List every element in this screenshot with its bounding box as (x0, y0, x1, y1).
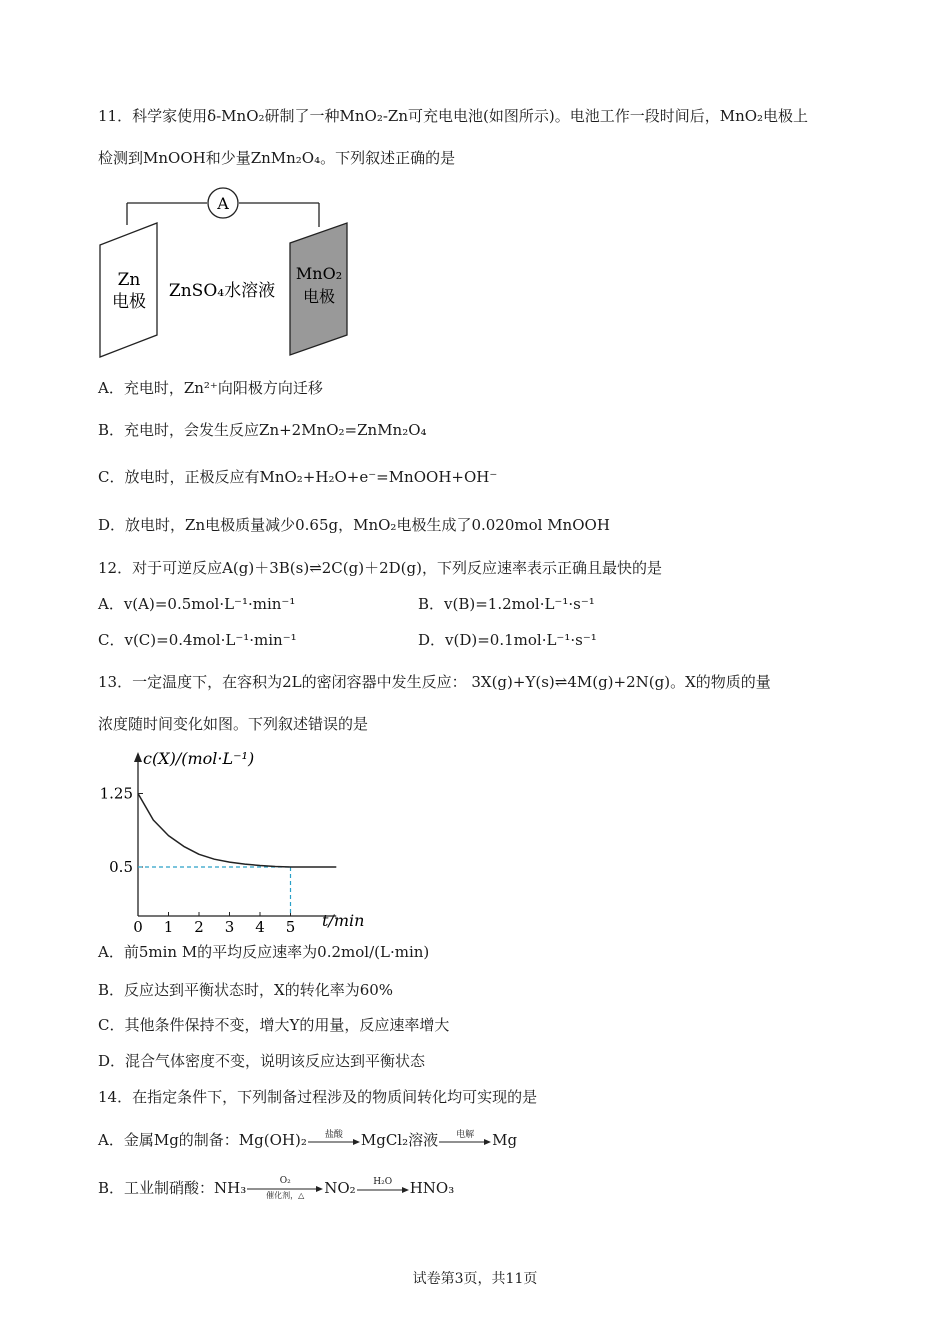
q11-option-d: D．放电时，Zn电极质量减少0.65g，MnO₂电极生成了0.020mol MnOOH (98, 516, 610, 534)
q11-option-c: C．放电时，正极反应有MnO₂+H₂O+e⁻=MnOOH+OH⁻ (98, 468, 498, 486)
electrolyte-label: ZnSO₄水溶液 (168, 281, 276, 301)
q14-stem: 14．在指定条件下，下列制备过程涉及的物质间转化均可实现的是 (98, 1088, 538, 1106)
q14a-arrow-2 (438, 1131, 492, 1151)
x-tick-label: 0 (133, 918, 143, 935)
q14a-arrow1-label: 盐酸 (324, 1130, 343, 1140)
q12-stem: 12．对于可逆反应A(g)＋3B(s)⇌2C(g)＋2D(g)，下列反应速率表示正确且最快的是 (98, 559, 662, 577)
q12-option-a: A．v(A)=0.5mol·L⁻¹·min⁻¹ (98, 595, 296, 613)
x-tick-label: 5 (285, 918, 296, 935)
mno2-electrode-label-2: 电极 (302, 287, 336, 306)
reaction-arrow-icon (356, 1186, 410, 1194)
q11-option-b: B．充电时，会发生反应Zn+2MnO₂=ZnMn₂O₄ (98, 421, 427, 439)
ammeter-label: A (217, 194, 229, 213)
zn-electrode-label-1: Zn (117, 270, 141, 290)
q12-option-c: C．v(C)=0.4mol·L⁻¹·min⁻¹ (98, 631, 297, 649)
q14b-prefix: B．工业制硝酸：NH₃ (98, 1179, 247, 1197)
q14-option-a (98, 1130, 517, 1151)
q14a-arrow2-label: 电解 (456, 1130, 475, 1140)
x-tick-label: 3 (224, 918, 235, 935)
q13-option-a: A．前5min M的平均反应速率为0.2mol/(L·min) (98, 943, 430, 961)
y-axis-arrow-icon (134, 752, 142, 762)
reaction-arrow-icon (438, 1138, 492, 1146)
mno2-electrode-label-1: MnO₂ (295, 264, 343, 283)
q14b-intermediate: NO₂ (324, 1179, 356, 1197)
q14a-prefix: A．金属Mg的制备：Mg(OH)₂ (98, 1131, 307, 1149)
q14b-arrow1-top-label: O₂ (279, 1176, 291, 1186)
y-axis-label: c(X)/(mol·L⁻¹) (143, 749, 255, 768)
concentration-curve (138, 794, 336, 868)
q14a-product: Mg (492, 1131, 518, 1149)
q12-option-b: B．v(B)=1.2mol·L⁻¹·s⁻¹ (418, 595, 595, 613)
q14b-product: HNO₃ (409, 1179, 455, 1197)
q14-option-b (98, 1178, 454, 1200)
q11-option-a: A．充电时，Zn²⁺向阳极方向迁移 (98, 379, 323, 397)
q11-stem-line2: 检测到MnOOH和少量ZnMn₂O₄。下列叙述正确的是 (98, 149, 456, 167)
page-footer: 试卷第3页，共11页 (412, 1271, 538, 1287)
zn-electrode (100, 223, 157, 357)
zn-electrode-label-2: 电极 (112, 292, 146, 312)
q14b-arrow-2 (356, 1179, 410, 1199)
battery-diagram (95, 185, 360, 360)
q14a-intermediate: MgCl₂溶液 (360, 1131, 439, 1149)
reaction-arrow-icon (307, 1138, 361, 1146)
q14b-arrow-1 (246, 1178, 324, 1200)
y-tick-label: 1.25 (99, 784, 133, 803)
q13-option-c: C．其他条件保持不变，增大Y的用量，反应速率增大 (98, 1016, 450, 1034)
x-tick-label: 4 (255, 918, 265, 935)
y-tick-label: 0.5 (109, 858, 133, 876)
concentration-chart (95, 740, 385, 935)
q13-option-b: B．反应达到平衡状态时，X的转化率为60% (98, 981, 394, 999)
x-tick-label: 1 (163, 918, 174, 935)
q13-stem-line1: 13．一定温度下，在容积为2L的密闭容器中发生反应： 3X(g)+Y(s)⇌4M(g)+2N(g)。X的物质的量 (98, 673, 771, 691)
q14b-arrow1-bottom-label: 催化剂，△ (266, 1191, 305, 1200)
q13-option-d: D．混合气体密度不变，说明该反应达到平衡状态 (98, 1052, 426, 1070)
q13-stem-line2: 浓度随时间变化如图。下列叙述错误的是 (98, 715, 369, 733)
q14a-arrow-1 (307, 1131, 361, 1151)
x-axis-label: t/min (322, 911, 365, 930)
q12-option-d: D．v(D)=0.1mol·L⁻¹·s⁻¹ (418, 631, 597, 649)
q11-stem-line1: 11．科学家使用δ-MnO₂研制了一种MnO₂-Zn可充电电池(如图所示)。电池工作一段时间后，MnO₂电极上 (98, 107, 809, 125)
x-tick-label: 2 (194, 918, 204, 935)
q14b-arrow2-label: H₂O (373, 1177, 393, 1187)
